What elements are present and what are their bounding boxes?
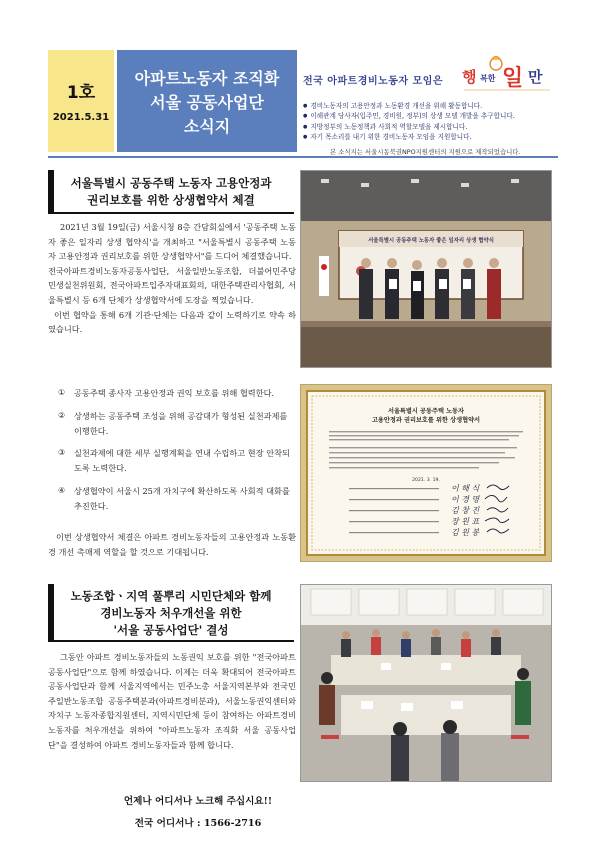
section1-paragraph: 2021년 3월 19일(금) 서울시청 8층 간담회실에서 '공동주택 노동자 좋은 일자리 상생 협약식'을 개최하고 "서울특별시 공동주택 노동자 고용안정과 권리보호를 위한 상생협약서"를 드디어 체결했습니다. (48, 222, 296, 262)
credit-line: 본 소식지는 서울시동북권NPO지원센터의 지원으로 제작되었습니다. (330, 148, 521, 156)
section2-heading-line-3: '서울 공동사업단' 결성 (113, 623, 229, 637)
issue-number: 1호 (66, 83, 96, 103)
section1-closing: 이번 상생협약서 체결은 아파트 경비노동자들의 고용안정과 노동환경 개선 촉매제 역할을 할 것으로 기대됩니다. (48, 532, 296, 557)
section1-body (48, 220, 296, 337)
section1-paragraph: 전국아파트경비노동자공동사업단, 서울일반노동조합, 더불어민주당 민생실천위원회, 전국아파트입주자대표회의, 대한주택관리사협회, 서울특별시 등 6개 단체가 상생협약서에 도장을 찍었습니다. (48, 265, 296, 305)
ceremony-banner-text: 서울특별시 공동주택 노동자 좋은 일자리 상생 협약식 (368, 238, 494, 244)
mission-bullet: ● 자기 목소리를 내기 위한 경비노동자 모임을 지원합니다. (303, 132, 515, 142)
section1-heading-line-1: 서울특별시 공동주택 노동자 고용안정과 (70, 176, 272, 190)
section2-heading-line-2: 경비노동자 처우개선을 위한 (100, 606, 242, 620)
commitment-number: ④ (58, 485, 66, 495)
contact-slogan: 언제나 어디서나 노크해 주십시요!! (123, 796, 273, 807)
newsletter-title-line-1: 아파트노동자 조직화 (134, 69, 280, 88)
section2-heading (48, 584, 294, 642)
section2-paragraph: 그동안 아파트 경비노동자들의 노동권익 보호를 위한 "전국아파트공동사업단"으로 함께 하였습니다. 이제는 더욱 확대되어 전국아파트공동사업단과 함께 서울지역에서는 민주노총 서울지역본부와 전국민주일반노동조합 공동주택분과(아파트경비분과), 서울노동권익센터와 자치구 노동자종합지원센터, 지역시민단체 등이 참여하는 아파트경비노동자를 처우개선을 위하여 "아파트노동자 조직화 서울 공동사업단"을 결성하여 아파트 경비노동자들과 함께 합니다. (48, 652, 296, 750)
issue-date: 2021.5.31 (52, 112, 110, 123)
brand-tagline: 전국 아파트경비노동자 모임은 (303, 76, 444, 87)
commitment-text: 실천과제에 대한 세부 실행계획을 연내 수립하고 현장 안착되도록 노력한다. (74, 448, 290, 474)
commitment-item (48, 409, 296, 439)
commitment-item (48, 484, 296, 514)
svg-text:만: 만 (528, 68, 543, 86)
meeting-photo (300, 584, 552, 782)
commitment-text: 공동주택 종사자 고용안정과 권익 보호를 위해 협력한다. (74, 388, 275, 398)
agreement-doc-subtitle: 고용안정과 권리보호를 위한 상생협약서 (371, 417, 481, 424)
header-divider (48, 156, 558, 158)
commitment-text: 상생하는 공동주택 조성을 위해 공감대가 형성된 실천과제를 이행한다. (74, 410, 288, 436)
agreement-signature: 이 경 명 (451, 495, 480, 504)
heading-underline (48, 212, 294, 214)
commitment-number: ③ (58, 448, 66, 458)
section1-heading (48, 170, 294, 214)
happy-work-logo (458, 52, 558, 96)
commitment-item (48, 446, 296, 476)
mission-bullet: ● 이해관계 당사자(입주민, 경비원, 정부)의 상생 모델 개발을 추구합니다. (303, 111, 515, 121)
mission-bullet: ● 지방정부의 노동정책과 사회적 역할모델을 제시합니다. (303, 122, 515, 132)
svg-text:복한: 복한 (480, 74, 496, 83)
commitment-number: ② (58, 410, 66, 420)
contact-phone: 전국 어디서나 : 1566-2716 (134, 818, 262, 829)
section2-heading-line-1: 노동조합ㆍ지역 풀뿌리 시민단체와 함께 (70, 589, 272, 603)
mission-bullets (303, 101, 515, 143)
agreement-document-photo (300, 384, 552, 562)
svg-text:일: 일 (502, 66, 524, 91)
mission-bullet: ● 경비노동자의 고용안정과 노동환경 개선을 위해 활동합니다. (303, 101, 515, 111)
newsletter-title-line-2: 서울 공동사업단 (150, 93, 264, 112)
agreement-signature: 김 창 진 (451, 506, 480, 515)
agreement-signature: 김 원 봉 (451, 528, 480, 537)
heading-underline (48, 640, 294, 642)
section1-paragraph: 이번 협약을 통해 6개 기관·단체는 다음과 같이 노력하기로 약속 하였습니다. (48, 309, 296, 335)
commitment-number: ① (58, 388, 66, 397)
newsletter-title-line-3: 소식지 (183, 117, 231, 136)
agreement-doc-title: 서울특별시 공동주택 노동자 (387, 408, 465, 415)
commitment-list (48, 386, 296, 522)
commitment-item (48, 386, 296, 401)
svg-text:행: 행 (462, 68, 477, 86)
agreement-signature: 장 원 표 (451, 517, 480, 526)
agreement-doc-date: 2021. 3. 19. (412, 478, 440, 483)
section1-heading-line-2: 권리보호를 위한 상생협약서 체결 (87, 193, 255, 207)
commitment-text: 상생협약이 서울시 25개 자치구에 확산하도록 사회적 대화를 추진한다. (74, 485, 290, 511)
signing-ceremony-photo (300, 170, 552, 368)
agreement-signature: 이 해 식 (451, 484, 480, 493)
